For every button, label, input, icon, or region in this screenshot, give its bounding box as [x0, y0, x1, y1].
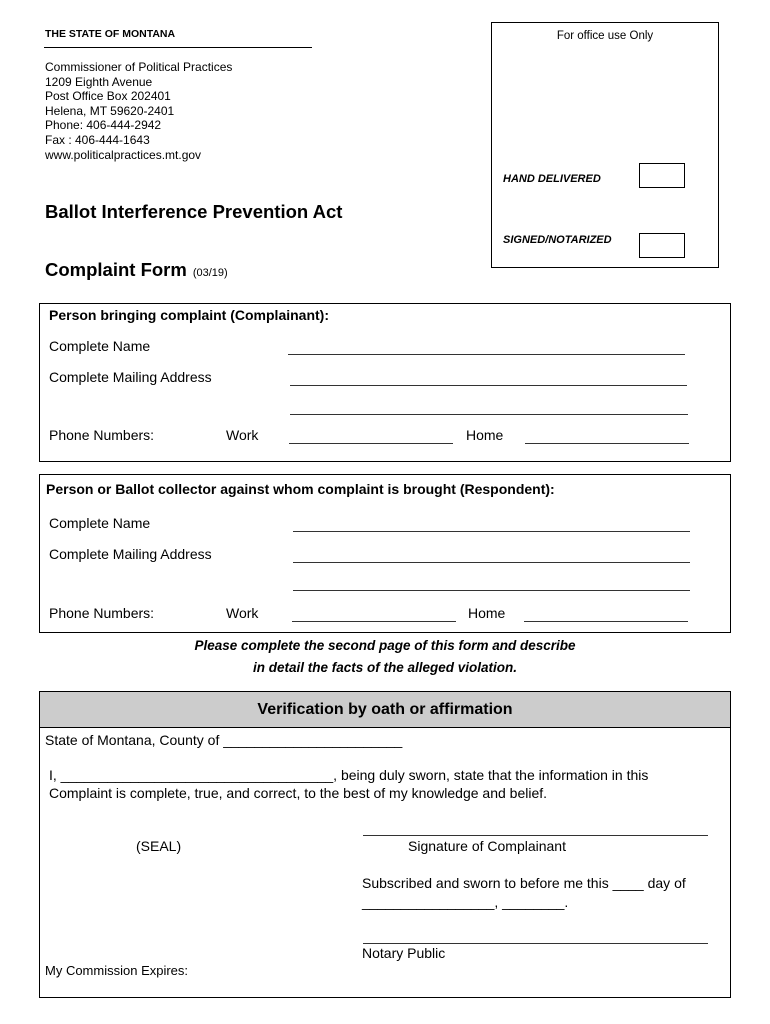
seal-label: (SEAL) [136, 838, 182, 854]
form-title-text: Complaint Form [45, 259, 187, 280]
form-version: (03/19) [192, 267, 228, 279]
respondent-name-label: Complete Name [49, 515, 151, 531]
respondent-work-label: Work [226, 605, 259, 621]
office-use-title: For office use Only [556, 30, 654, 42]
complainant-phone-label: Phone Numbers: [49, 427, 155, 443]
signed-notarized-label: SIGNED/NOTARIZED [503, 234, 612, 246]
notary-public-label: Notary Public [362, 945, 446, 961]
instruction-note-line-2: in detail the facts of the alleged violation. [252, 660, 518, 675]
respondent-section [39, 474, 731, 633]
act-title: Ballot Interference Prevention Act [45, 201, 343, 222]
complainant-name-label: Complete Name [49, 338, 151, 354]
county-line: State of Montana, County of _______________________ [45, 732, 403, 748]
subscribed-line-1: Subscribed and sworn to before me this ____ day of [362, 875, 686, 891]
instruction-note-line-1: Please complete the second page of this form and describe [194, 638, 576, 653]
office-use-box [491, 22, 719, 268]
agency-fax: Fax : 406-444-1643 [45, 132, 150, 147]
complainant-address-label: Complete Mailing Address [49, 369, 212, 385]
respondent-work-phone-field[interactable] [292, 621, 456, 622]
respondent-home-phone-field[interactable] [524, 621, 688, 622]
respondent-name-field[interactable] [293, 531, 690, 532]
complainant-home-label: Home [466, 427, 504, 443]
complainant-address-field-1[interactable] [290, 385, 687, 386]
sworn-statement-line-1: I, ___________________________________, being duly sworn, state that the information in this [49, 767, 649, 783]
respondent-heading: Person or Ballot collector against whom complaint is brought (Respondent): [46, 481, 555, 497]
complainant-address-field-2[interactable] [290, 414, 688, 415]
sworn-statement-line-2: Complaint is complete, true, and correct, to the best of my knowledge and belief. [49, 785, 548, 801]
agency-line: Helena, MT 59620-2401 [45, 103, 175, 118]
complainant-heading: Person bringing complaint (Complainant): [49, 307, 329, 323]
hand-delivered-label: HAND DELIVERED [503, 173, 601, 185]
agency-line: Post Office Box 202401 [45, 89, 171, 104]
respondent-address-field-2[interactable] [293, 590, 690, 591]
signed-notarized-checkbox[interactable] [639, 233, 685, 258]
header-rule [44, 47, 312, 48]
agency-line: 1209 Eighth Avenue [45, 74, 153, 89]
respondent-phone-label: Phone Numbers: [49, 605, 155, 621]
agency-address [45, 60, 232, 162]
complainant-signature-line[interactable] [363, 835, 708, 836]
complainant-work-label: Work [226, 427, 259, 443]
agency-website: www.politicalpractices.mt.gov [45, 147, 202, 162]
complainant-home-phone-field[interactable] [525, 443, 689, 444]
notary-signature-line[interactable] [363, 943, 708, 944]
agency-phone: Phone: 406-444-2942 [45, 118, 162, 133]
signature-label: Signature of Complainant [408, 838, 566, 854]
respondent-address-label: Complete Mailing Address [49, 546, 212, 562]
complainant-work-phone-field[interactable] [289, 443, 453, 444]
complainant-section [39, 303, 731, 462]
form-title [45, 259, 228, 281]
verification-section [39, 691, 731, 998]
complainant-name-field[interactable] [288, 354, 685, 355]
hand-delivered-checkbox[interactable] [639, 163, 685, 188]
state-name: THE STATE OF MONTANA [45, 28, 176, 40]
agency-line: Commissioner of Political Practices [45, 60, 233, 74]
verification-heading: Verification by oath or affirmation [40, 692, 730, 728]
subscribed-line-2: _________________, ________. [362, 894, 569, 910]
commission-expires-label: My Commission Expires: [45, 963, 189, 978]
respondent-home-label: Home [468, 605, 506, 621]
respondent-address-field-1[interactable] [293, 562, 690, 563]
